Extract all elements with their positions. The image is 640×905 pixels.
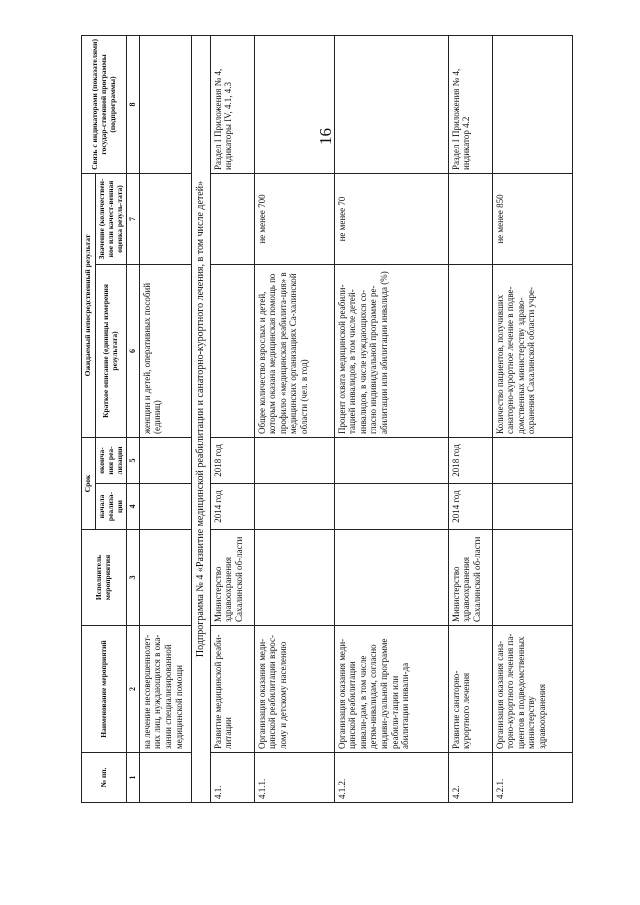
row-desc (210, 264, 254, 437)
row-desc: Количество пациентов, получивших санаторно-курортное лечение в подве-домственных министерству здраво-охранения Сахалинской области учре- (492, 264, 572, 437)
row-no: 4.2. (448, 753, 492, 803)
row-value: не менее 850 (492, 173, 572, 264)
row-no: 4.1. (210, 753, 254, 803)
row-value: не менее 700 (254, 173, 334, 264)
header-expected: Ожидаемый непосредственный результат (82, 173, 96, 437)
row-executor (492, 530, 572, 626)
row-executor: Министерство здравоохранения Сахалинской об-ласти (210, 530, 254, 626)
row-value: не менее 70 (334, 173, 448, 264)
document-table-sheet (81, 36, 623, 803)
row-end (334, 437, 448, 483)
page-number: 16 (316, 128, 335, 145)
row-start (334, 484, 448, 530)
col-number: 3 (127, 530, 139, 626)
row-start (254, 484, 334, 530)
row-link: Раздел I Приложения № 4, индикатор 4.2 (448, 35, 492, 173)
row-executor (334, 530, 448, 626)
col-number: 6 (127, 264, 139, 437)
header-link: Связь с индикаторами (показателями) государ-ственной программы (подпрограммы) (82, 35, 127, 173)
section-title-row (191, 35, 210, 802)
row-name: Развитие медицинской реаби-литации (210, 626, 254, 753)
table-row (448, 35, 492, 802)
row-executor (254, 530, 334, 626)
continued-desc: женщин и детей, оперативных пособий (единиц) (139, 264, 191, 437)
row-desc: Процент охвата медицинской реабили-тацией инвалидов, в том числе детей-инвалидов, в числе нуждающихся со-гласно индивидуальной программе ре-абилитации или абилитации инвалида (%) (334, 264, 448, 437)
section-title: Подпрограмма № 4 «Развитие медицинской реабилитации и санаторно-курортного лечения, в том числе детей» (191, 35, 210, 802)
col-number: 4 (127, 484, 139, 530)
col-number: 5 (127, 437, 139, 483)
col-number: 2 (127, 626, 139, 753)
table-row (334, 35, 448, 802)
row-no: 4.1.2. (334, 753, 448, 803)
continued-name: на лечение несовершеннолет-них лиц, нуждающихся в ока-зании специализированной медицинской помощи (139, 626, 191, 753)
header-end: оконча-ния реа-лизации (95, 437, 127, 483)
row-link (334, 35, 448, 173)
header-name: Наименование мероприятий (82, 626, 127, 753)
col-number: 8 (127, 35, 139, 173)
row-link (254, 35, 334, 173)
header-term: Срок (82, 437, 96, 529)
header-row-1 (82, 35, 96, 802)
row-end: 2018 год (448, 437, 492, 483)
row-link (492, 35, 572, 173)
row-value (210, 173, 254, 264)
row-executor: Министерство здравоохранения Сахалинской об-ласти (448, 530, 492, 626)
row-desc: Общее количество взрослых и детей, которым оказана медицинская помощь по профилю «медицинская реабилита-ция» в медицинских организациях Са-халинской области (чел. в год) (254, 264, 334, 437)
header-desc: Краткое описание (единицы измерения результата) (95, 264, 127, 437)
row-name: Организация оказания меди-цинской реабилитации взрос-лому и детскому населению (254, 626, 334, 753)
row-start (492, 484, 572, 530)
table-row (254, 35, 334, 802)
row-end (254, 437, 334, 483)
header-start: начала реализа-ции (95, 484, 127, 530)
row-no: 4.2.1. (492, 753, 572, 803)
col-number: 7 (127, 173, 139, 264)
row-name: Организация оказания сана-торно-курортного лечения па-циентов в подведомственных министерству здравоохранения (492, 626, 572, 753)
table-row (210, 35, 254, 802)
header-executor: Исполнитель мероприятия (82, 530, 127, 626)
row-no: 4.1.1. (254, 753, 334, 803)
row-end: 2018 год (210, 437, 254, 483)
row-name: Развитие санаторно-курортного лечения (448, 626, 492, 753)
row-link: Раздел I Приложения № 4, индикаторы IV, 4.1, 4.3 (210, 35, 254, 173)
col-number: 1 (127, 753, 139, 803)
row-name: Организация оказания меди-цинской реабилитации инвали-дам, в том числе детям-инвалидам, согласно индиви-дуальной программе реабили-тации или абилитации инвали-да (334, 626, 448, 753)
column-numbers-row (127, 35, 139, 802)
row-desc (448, 264, 492, 437)
table-row-continued (139, 35, 191, 802)
table-row (492, 35, 572, 802)
row-start: 2014 год (210, 484, 254, 530)
row-value (448, 173, 492, 264)
row-end (492, 437, 572, 483)
row-start: 2014 год (448, 484, 492, 530)
plan-table (81, 35, 573, 803)
header-no: № пп. (82, 753, 127, 803)
header-value: Значение (количествен-ное или качест-венная оценка резуль-тата) (95, 173, 127, 264)
